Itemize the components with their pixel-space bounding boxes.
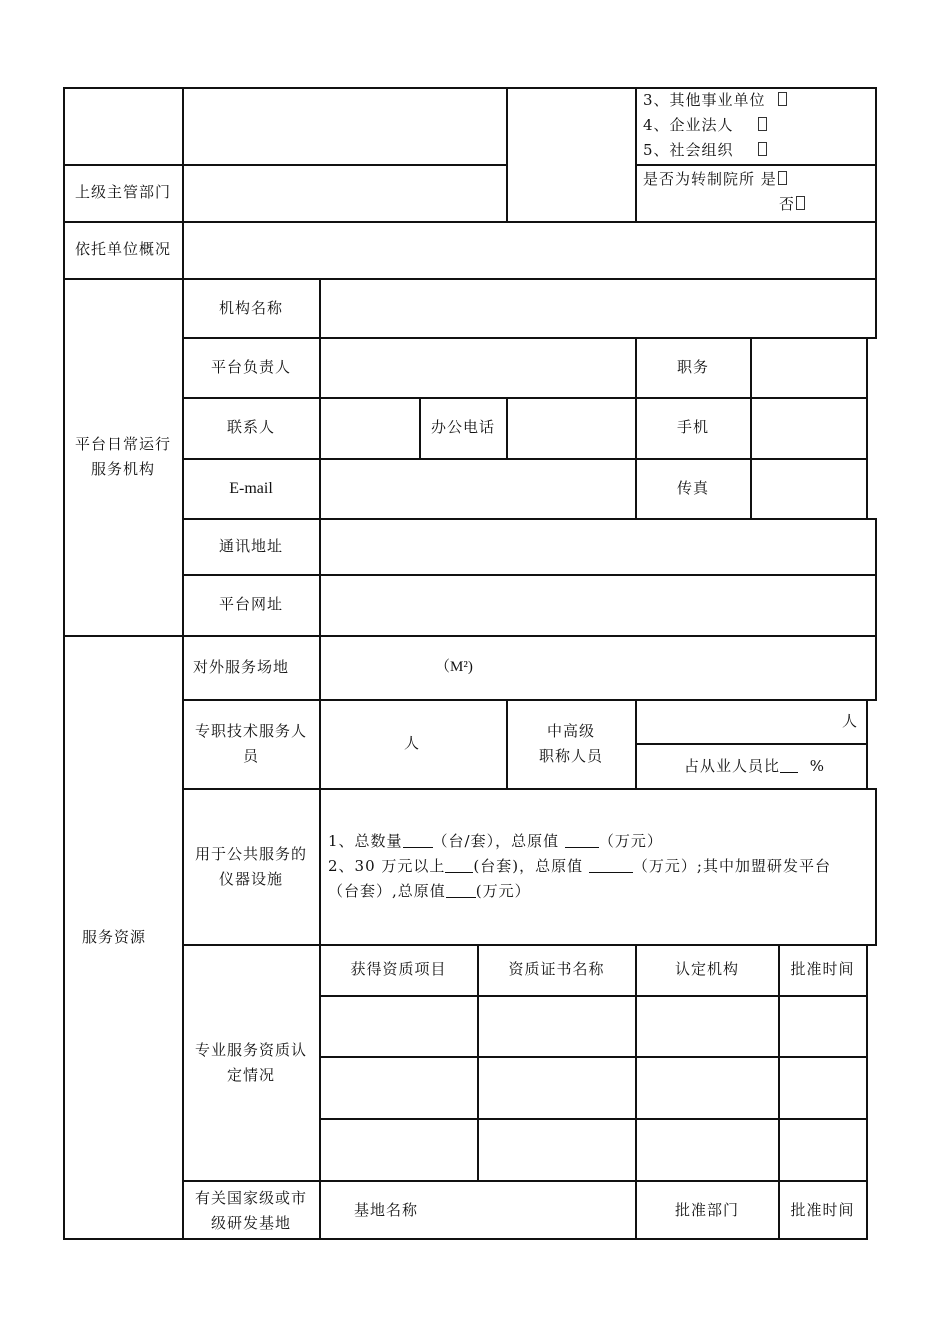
instruments-label-line1: 用于公共服务的 bbox=[194, 845, 307, 863]
ratio-blank[interactable] bbox=[780, 758, 798, 773]
grid-line bbox=[63, 164, 508, 166]
address-label: 通讯地址 bbox=[218, 537, 283, 555]
website-label: 平台网址 bbox=[218, 595, 283, 613]
org-type-option-4[interactable]: 4、企业法人 bbox=[643, 113, 767, 138]
venue-label: 对外服务场地 bbox=[193, 658, 290, 676]
over-30w-count-blank[interactable] bbox=[445, 858, 473, 873]
senior-title-label-line2: 职称人员 bbox=[538, 747, 603, 765]
grid-line bbox=[182, 397, 868, 399]
base-header-name: 基地名称 bbox=[354, 1201, 419, 1219]
grid-line bbox=[182, 788, 877, 790]
base-label-line2: 级研发基地 bbox=[210, 1214, 291, 1232]
instrument-line-3: （台套）,总原值 (万元） bbox=[328, 882, 531, 900]
grid-line bbox=[182, 699, 877, 701]
qualification-header-authority: 认定机构 bbox=[674, 960, 739, 978]
total-value-blank[interactable] bbox=[565, 833, 599, 848]
org-type-option-3[interactable]: 3、其他事业单位 bbox=[643, 88, 787, 113]
grid-line bbox=[63, 278, 877, 280]
grid-line bbox=[63, 635, 877, 637]
qualification-label-line2: 定情况 bbox=[226, 1066, 275, 1084]
org-name-label: 机构名称 bbox=[218, 299, 283, 317]
instrument-line-1: 1、总数量 （台/套），总原值 （万元） bbox=[328, 832, 663, 850]
grid-line bbox=[182, 337, 877, 339]
grid-line bbox=[866, 944, 868, 1240]
grid-line bbox=[182, 574, 877, 576]
over-30w-value-blank[interactable] bbox=[589, 858, 633, 873]
total-count-blank[interactable] bbox=[403, 833, 433, 848]
fax-label: 传真 bbox=[676, 479, 709, 497]
converted-institute-question: 是否为转制院所 是 bbox=[643, 167, 787, 192]
mobile-label: 手机 bbox=[676, 418, 709, 436]
grid-line bbox=[319, 1056, 868, 1058]
instrument-line-2: 2、30 万元以上 (台套)，总原值 （万元）;其中加盟研发平台 bbox=[328, 857, 831, 875]
grid-line bbox=[182, 518, 877, 520]
ratio-text: 占从业人员比 % bbox=[684, 757, 826, 775]
grid-line bbox=[778, 944, 780, 1240]
grid-line bbox=[635, 743, 868, 745]
qualification-header-cert: 资质证书名称 bbox=[508, 960, 605, 978]
checkbox[interactable] bbox=[778, 92, 787, 106]
grid-line bbox=[750, 337, 752, 518]
service-org-label-line2: 服务机构 bbox=[90, 460, 155, 478]
grid-line bbox=[63, 1238, 868, 1240]
senior-unit: 人 bbox=[842, 712, 859, 730]
grid-line bbox=[506, 397, 508, 458]
service-org-label-line1: 平台日常运行 bbox=[74, 435, 171, 453]
checkbox[interactable] bbox=[758, 117, 767, 131]
office-phone-label: 办公电话 bbox=[430, 418, 495, 436]
base-header-date: 批准时间 bbox=[790, 1201, 855, 1219]
grid-line bbox=[875, 788, 877, 944]
venue-unit: （M²) bbox=[435, 659, 473, 675]
grid-line bbox=[319, 995, 868, 997]
grid-line bbox=[635, 944, 637, 1240]
staff-label-line1: 专职技术服务人 bbox=[194, 722, 307, 740]
grid-line bbox=[875, 518, 877, 699]
staff-unit: 人 bbox=[404, 734, 421, 752]
grid-line bbox=[506, 87, 508, 221]
staff-label-line2: 员 bbox=[242, 747, 259, 765]
grid-line bbox=[319, 278, 321, 1240]
position-label: 职务 bbox=[676, 358, 709, 376]
converted-institute-no[interactable]: 否 bbox=[779, 192, 805, 217]
email-label: E-mail bbox=[229, 480, 273, 497]
grid-line bbox=[635, 87, 637, 221]
org-type-option-5[interactable]: 5、社会组织 bbox=[643, 138, 767, 163]
contact-label: 联系人 bbox=[226, 418, 275, 436]
grid-line bbox=[319, 1118, 868, 1120]
qualification-header-item: 获得资质项目 bbox=[350, 960, 447, 978]
service-resources-label: 服务资源 bbox=[82, 928, 147, 946]
instruments-label-line2: 仪器设施 bbox=[218, 870, 283, 888]
grid-line bbox=[866, 337, 868, 518]
grid-line bbox=[182, 944, 877, 946]
grid-line bbox=[63, 221, 877, 223]
qualification-header-date: 批准时间 bbox=[790, 960, 855, 978]
grid-line bbox=[635, 164, 877, 166]
base-label-line1: 有关国家级或市 bbox=[194, 1189, 307, 1207]
base-header-dept: 批准部门 bbox=[674, 1201, 739, 1219]
alliance-value-blank[interactable] bbox=[446, 883, 476, 898]
grid-line bbox=[182, 1180, 868, 1182]
grid-line bbox=[875, 87, 877, 337]
platform-leader-label: 平台负责人 bbox=[210, 358, 291, 376]
superior-dept-label: 上级主管部门 bbox=[74, 183, 171, 201]
checkbox-no[interactable] bbox=[796, 196, 805, 210]
host-unit-overview-label: 依托单位概况 bbox=[74, 240, 171, 258]
checkbox[interactable] bbox=[758, 142, 767, 156]
checkbox-yes[interactable] bbox=[778, 171, 787, 185]
qualification-label-line1: 专业服务资质认 bbox=[194, 1041, 307, 1059]
senior-title-label-line1: 中高级 bbox=[546, 722, 595, 740]
grid-line bbox=[182, 458, 868, 460]
